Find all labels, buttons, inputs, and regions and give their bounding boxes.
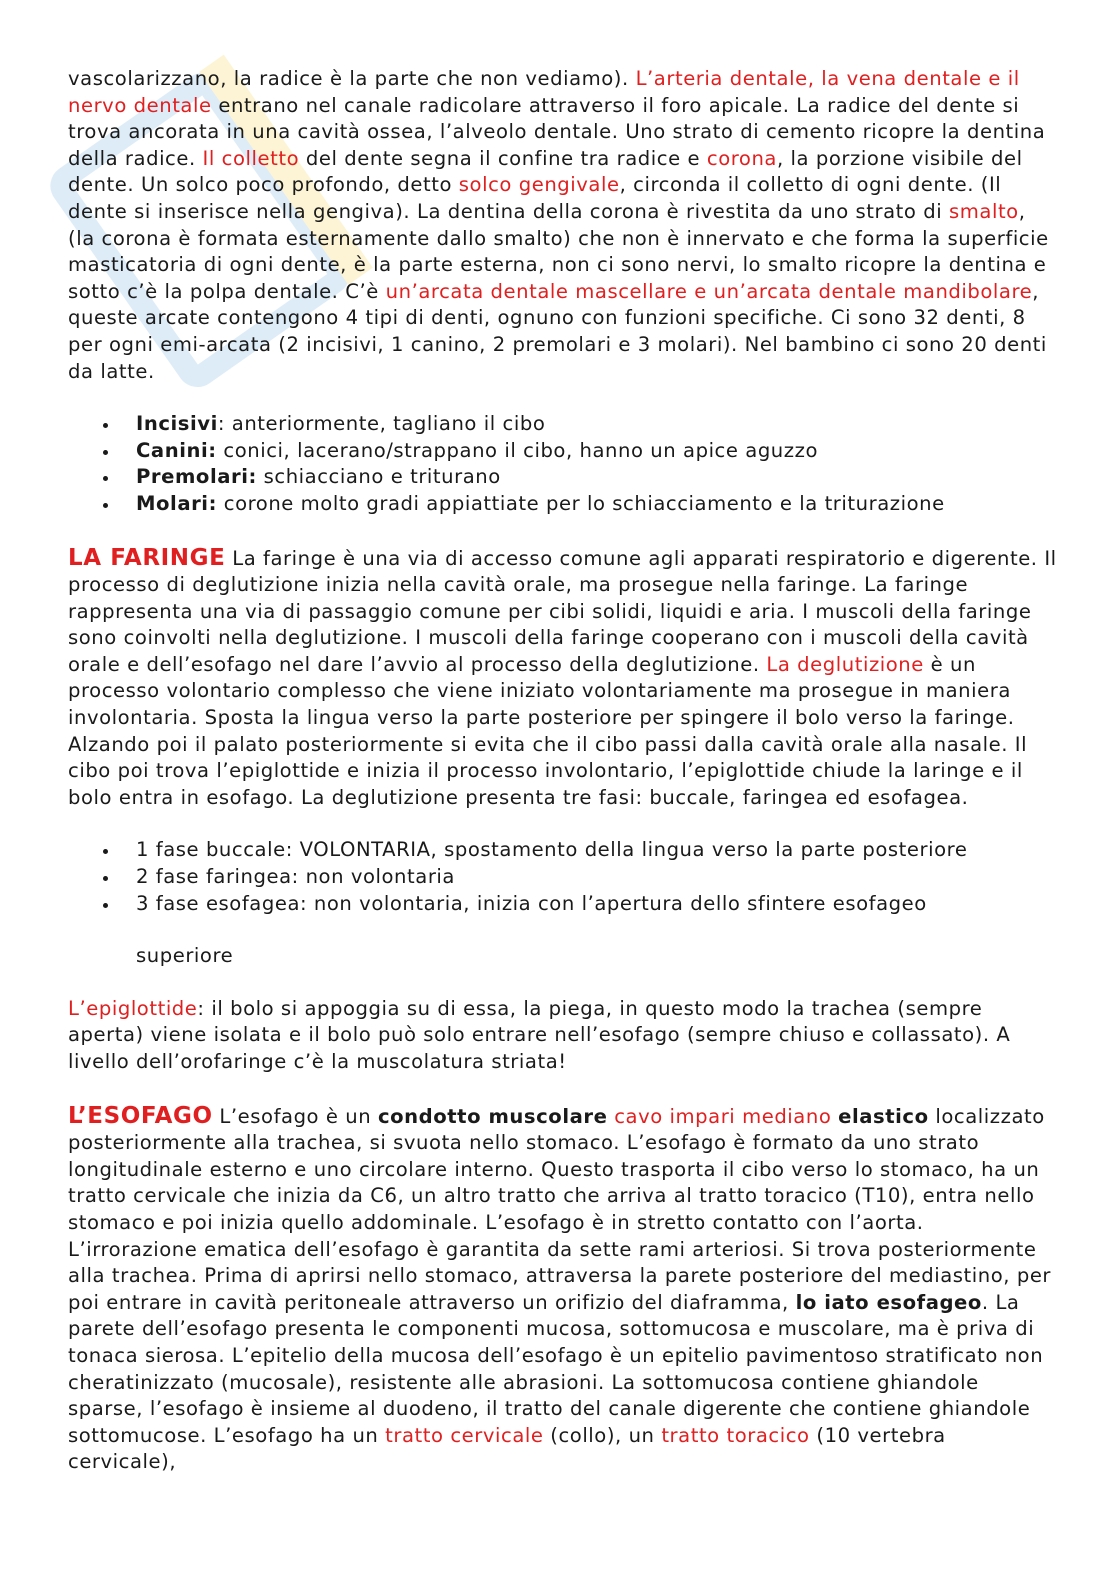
term-solco-gengivale: solco gengivale bbox=[458, 173, 620, 197]
term-tratto-toracico: tratto toracico bbox=[661, 1423, 810, 1447]
paragraph-faringe: LA FARINGE La faringe è una via di accesso comune agli apparati respiratorio e digerente. Il processo di deglutizione inizia nella cavità orale, ma prosegue nella faringe. La faringe rappresenta una via di passaggio comune per cibi solidi, liquidi e aria. I muscoli della faringe sono coinvolti nella deglutizione. I muscoli della faringe cooperano con i muscoli della cavità orale e dell’esofago nel dare l’avvio al processo della deglutizione. La deglutizione è un processo volontario complesso che viene iniziato volontariamente ma prosegue in maniera involontaria. Sposta la lingua verso la parte posteriore per spingere il bolo verso la faringe. Alzando poi il palato posteriormente si evita che il cibo passi dalla cavità orale alla nasale. Il cibo poi trova l’epiglottide e inizia il processo involontario, l’epiglottide chiude la laringe e il bolo entra in esofago. La deglutizione presenta tre fasi: buccale, faringea ed esofagea. bbox=[68, 544, 1057, 809]
term-colletto: Il colletto bbox=[202, 146, 300, 170]
section-heading-faringe: LA FARINGE bbox=[68, 544, 226, 571]
term-smalto: smalto bbox=[949, 199, 1019, 223]
term-tratto-cervicale: tratto cervicale bbox=[385, 1423, 544, 1447]
term-arteria-vena-nervo: L’arteria dentale, la vena dentale e il nervo dentale bbox=[68, 67, 1020, 117]
list-item: Canini: conici, lacerano/strappano il cibo, hanno un apice aguzzo bbox=[68, 438, 1058, 465]
list-item: Incisivi: anteriormente, tagliano il cibo bbox=[68, 411, 1058, 438]
term-corona: corona bbox=[706, 146, 777, 170]
list-item: 2 fase faringea: non volontaria bbox=[68, 864, 1058, 891]
document-page bbox=[68, 66, 1058, 1476]
phases-list bbox=[68, 837, 1058, 917]
term-deglutizione: La deglutizione bbox=[766, 652, 924, 676]
term-arcate: un’arcata dentale mascellare e un’arcata dentale mandibolare bbox=[385, 279, 1033, 303]
paragraph-epiglottide: L’epiglottide: il bolo si appoggia su di essa, la piega, in questo modo la trachea (sempre aperta) viene isolata e il bolo può solo entrare nell’esofago (sempre chiuso e collassato). A livello dell’orofaringe c’è la muscolatura striata! bbox=[68, 996, 1011, 1073]
list-item: Molari: corone molto gradi appiattiate per lo schiacciamento e la triturazione bbox=[68, 491, 1058, 518]
teeth-list bbox=[68, 411, 1058, 517]
term-cavo-impari: cavo impari mediano bbox=[614, 1104, 832, 1128]
paragraph-denti: vascolarizzano, la radice è la parte che non vediamo). L’arteria dentale, la vena dentale e il nervo dentale entrano nel canale radicolare attraverso il foro apicale. La radice del dente si trova ancorata in una cavità ossea, l’alveolo dentale. Uno strato di cemento ricopre la dentina della radice. Il colletto del dente segna il confine tra radice e corona, la porzione visibile del dente. Un solco poco profondo, detto solco gengivale, circonda il colletto di ogni dente. (Il dente si inserisce nella gengiva). La dentina della corona è rivestita da uno strato di smalto, (la corona è formata esternamente dallo smalto) che non è innervato e che forma la superficie masticatoria di ogni dente, è la parte esterna, non ci sono nervi, lo smalto ricopre la dentina e sotto c’è la polpa dentale. C’è un’arcata dentale mascellare e un’arcata dentale mandibolare, queste arcate contengono 4 tipi di denti, ognuno con funzioni specifiche. Ci sono 32 denti, 8 per ogni emi-arcata (2 incisivi, 1 canino, 2 premolari e 3 molari). Nel bambino ci sono 20 denti da latte. bbox=[68, 67, 1049, 383]
section-heading-esofago: L’ESOFAGO bbox=[68, 1102, 213, 1129]
list-item: 3 fase esofagea: non volontaria, inizia con l’apertura dello sfintere esofageo bbox=[68, 891, 1058, 918]
list-item: Premolari: schiacciano e triturano bbox=[68, 464, 1058, 491]
paragraph-esofago: L’ESOFAGO L’esofago è un condotto muscolare cavo impari mediano elastico localizzato posteriormente alla trachea, si svuota nello stomaco. L’esofago è formato da uno strato longitudinale esterno e uno circolare interno. Questo trasporta il cibo verso lo stomaco, ha un tratto cervicale che inizia da C6, un altro tratto che arriva al tratto toracico (T10), entra nello stomaco e poi inizia quello addominale. L’esofago è in stretto contatto con l’aorta. L’irrorazione ematica dell’esofago è garantita da sette rami arteriosi. Si trova posteriormente alla trachea. Prima di aprirsi nello stomaco, attraversa la parete posteriore del mediastino, per poi entrare in cavità peritoneale attraverso un orifizio del diaframma, lo iato esofageo. La parete dell’esofago presenta le componenti mucosa, sottomucosa e muscolare, ma è priva di tonaca sierosa. L’epitelio della mucosa dell’esofago è un epitelio pavimentoso stratificato non cheratinizzato (mucosale), resistente alle abrasioni. La sottomucosa contiene ghiandole sparse, l’esofago è insieme al duodeno, il tratto del canale digerente che contiene ghiandole sottomucose. L’esofago ha un tratto cervicale (collo), un tratto toracico (10 vertebra cervicale), bbox=[68, 1102, 1052, 1474]
phase-continuation: superiore bbox=[136, 944, 234, 968]
term-epiglottide: L’epiglottide bbox=[68, 996, 198, 1020]
list-item: 1 fase buccale: VOLONTARIA, spostamento della lingua verso la parte posteriore bbox=[68, 837, 1058, 864]
